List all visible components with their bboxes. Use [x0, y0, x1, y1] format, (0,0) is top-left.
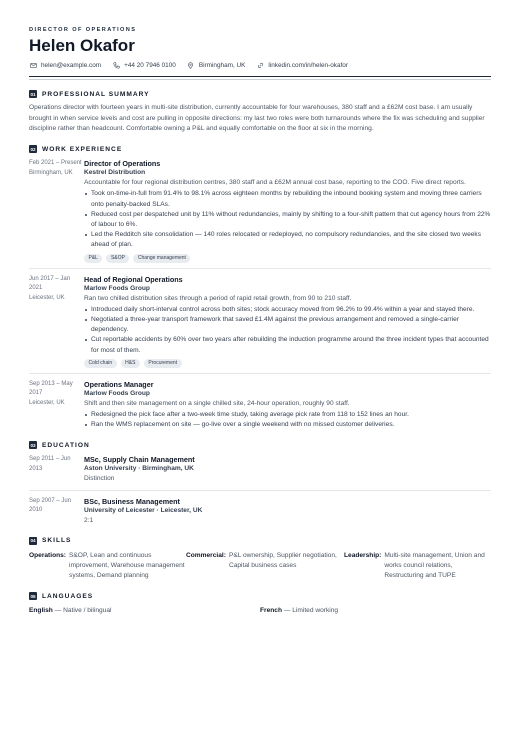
language-level: — Limited working — [281, 607, 339, 615]
language-item — [260, 606, 491, 616]
experience-entry — [29, 159, 491, 262]
entry-location: Birmingham, UK — [29, 169, 73, 176]
experience-entry — [29, 268, 491, 368]
entry-body — [84, 497, 491, 526]
section-number-badge: 04 — [30, 538, 36, 544]
education-heading — [29, 441, 491, 449]
education-entry — [29, 455, 491, 484]
entry-tags — [84, 254, 491, 263]
contact-linkedin[interactable] — [256, 61, 348, 69]
experience-title: WORK EXPERIENCE — [42, 145, 123, 153]
languages-title: LANGUAGES — [42, 592, 94, 600]
skill-group-label: Operations: — [29, 551, 67, 559]
degree: MSc, Supply Chain Management — [84, 455, 195, 465]
contact-row — [29, 61, 491, 69]
bullet-item: Negotiated a three-year transport framework that saved £1.4M against the previous arrangement and removed a single-carrier dependency. — [84, 315, 491, 335]
skill-group-leadership — [344, 551, 491, 582]
entry-dates: Sep 2013 – May 2017 — [29, 380, 73, 397]
experience-entry — [29, 373, 491, 431]
language-level: — Native / bilingual — [52, 607, 112, 615]
bullet-item: Led the Redditch site consolidation — 140 roles relocated or redeployed, no compulsory redundancies, and the site closed two weeks ahead of plan. — [84, 230, 491, 250]
entry-role: Director of Operations — [84, 159, 161, 169]
bullet-item: Ran the WMS replacement on site — go-live over a single weekend with no missed customer deliveries. — [84, 420, 491, 430]
skill-group-value: P&L ownership, Supplier negotiation, Capital business cases — [228, 551, 337, 569]
grade: 2:1 — [84, 516, 94, 524]
skill-tag: P&L — [84, 254, 102, 263]
header-divider-thin — [29, 79, 491, 80]
contact-email-text: helen@example.com — [41, 61, 102, 69]
entry-meta — [29, 159, 84, 262]
skill-group-commercial — [186, 551, 344, 582]
entry-location: Leicester, UK — [29, 294, 65, 301]
entry-dates: Feb 2021 – Present — [29, 160, 82, 167]
entry-location: Leicester, UK — [29, 399, 65, 406]
entry-description: Ran two chilled distribution sites through a period of rapid retail growth, from 90 to 210 staff. — [84, 294, 352, 302]
entry-body — [84, 380, 491, 431]
entry-dates: Jun 2017 – Jan 2021 — [29, 275, 71, 292]
skills-section — [29, 537, 491, 582]
grade: Distinction — [84, 475, 115, 483]
bullet-item: Took on-time-in-full from 91.4% to 98.1% across eighteen months by rebuilding the inbound booking system and moving three carriers onto penalty-backed SLAs. — [84, 189, 491, 209]
education-section — [29, 441, 491, 525]
entry-org: Kestrel Distribution — [84, 169, 146, 177]
entry-bullets — [84, 410, 491, 430]
entry-body — [84, 455, 491, 484]
skill-tag: Cold chain — [84, 359, 117, 368]
mail-icon — [29, 61, 37, 69]
contact-email[interactable] — [29, 61, 101, 69]
education-title: EDUCATION — [42, 441, 90, 449]
skills-grid — [29, 551, 491, 582]
skill-tag: Change management — [133, 254, 190, 263]
entry-bullets — [84, 189, 491, 250]
entry-meta — [29, 380, 84, 431]
school: Aston University · Birmingham, UK — [84, 465, 194, 473]
contact-phone-text: +44 20 7946 0100 — [124, 61, 176, 69]
language-name: French — [260, 607, 282, 615]
skill-group-label: Commercial: — [186, 551, 226, 559]
section-number-badge: 02 — [30, 146, 36, 152]
entry-dates: Sep 2007 – Jun 2010 — [29, 497, 72, 514]
languages-heading — [29, 592, 491, 600]
section-number-badge: 01 — [30, 91, 36, 97]
bullet-item: Redesigned the pick face after a two-week time study, taking average pick rate from 118 to 152 lines an hour. — [84, 410, 491, 420]
summary-title: PROFESSIONAL SUMMARY — [42, 90, 150, 98]
school: University of Leicester · Leicester, UK — [84, 506, 203, 514]
phone-icon — [112, 61, 120, 69]
skill-tag: H&S — [121, 359, 140, 368]
skill-group-value: Multi-site management, Union and works council relations, Restructuring and TUPE — [384, 551, 485, 580]
entry-role: Operations Manager — [84, 379, 154, 389]
skill-tag: S&OP — [106, 254, 129, 263]
summary-text: Operations director with fourteen years in multi-site distribution, currently accountable for four warehouses, 380 staff and a £62M cost base. I am usually brought in when service levels and cost are pulling in opposite directions: my last two roles were both turnarounds where the fix was scheduling and supplier discipline rather than headcount. Comfortable owning a P&L and equally comfortable on the floor at six in the morning. — [29, 104, 485, 132]
language-name: English — [29, 607, 53, 615]
candidate-name: Helen Okafor — [29, 36, 135, 55]
entry-body — [84, 275, 491, 368]
section-number-badge: 05 — [30, 593, 36, 599]
entry-bullets — [84, 305, 491, 356]
experience-section — [29, 145, 491, 430]
job-title-kicker: DIRECTOR OF OPERATIONS — [29, 27, 137, 33]
education-entry — [29, 490, 491, 526]
degree: BSc, Business Management — [84, 496, 180, 506]
location-pin-icon — [187, 61, 195, 69]
skill-group-label: Leadership: — [344, 551, 382, 559]
skills-heading — [29, 537, 491, 545]
contact-linkedin-text: linkedin.com/in/helen-okafor — [268, 61, 348, 69]
contact-location — [187, 61, 246, 69]
entry-description: Accountable for four regional distribution centres, 380 staff and a £62M annual cost base, reporting to the COO. Five direct reports. — [84, 179, 466, 187]
header-divider — [29, 76, 491, 77]
bullet-item: Reduced cost per despatched unit by 11% without redundancies, mainly by shifting to a four-shift pattern that cut agency hours from 22% of labour to 6%. — [84, 210, 491, 230]
skills-title: SKILLS — [42, 537, 72, 545]
bullet-item: Introduced daily short-interval control across both sites; stock accuracy moved from 96.2% to 99.4% within a year and stayed there. — [84, 305, 491, 315]
entry-body — [84, 159, 491, 262]
bullet-item: Cut reportable accidents by 60% over two years after rebuilding the induction programme around the three incident types that accounted for most of them. — [84, 335, 491, 355]
language-item — [29, 606, 260, 616]
entry-org: Marlow Foods Group — [84, 389, 150, 397]
experience-heading — [29, 145, 491, 153]
entry-dates: Sep 2011 – Jun 2013 — [29, 456, 71, 472]
contact-location-text: Birmingham, UK — [198, 61, 246, 69]
entry-role: Head of Regional Operations — [84, 274, 183, 284]
entry-org: Marlow Foods Group — [84, 284, 150, 292]
entry-tags — [84, 359, 491, 368]
skill-group-operations — [29, 551, 186, 582]
contact-phone[interactable] — [112, 61, 176, 69]
entry-meta — [29, 275, 84, 368]
entry-description: Shift and then site management on a single chilled site, 24-hour operation, roughly 90 staff. — [84, 399, 350, 407]
skill-tag: Procurement — [144, 359, 182, 368]
languages-list — [29, 606, 491, 616]
skill-group-value: S&OP, Lean and continuous improvement, Warehouse management systems, Demand planning — [69, 551, 185, 580]
link-icon — [256, 61, 264, 69]
summary-heading — [29, 90, 491, 98]
languages-section — [29, 592, 491, 616]
section-number-badge: 03 — [30, 442, 36, 448]
summary-section — [29, 90, 491, 134]
